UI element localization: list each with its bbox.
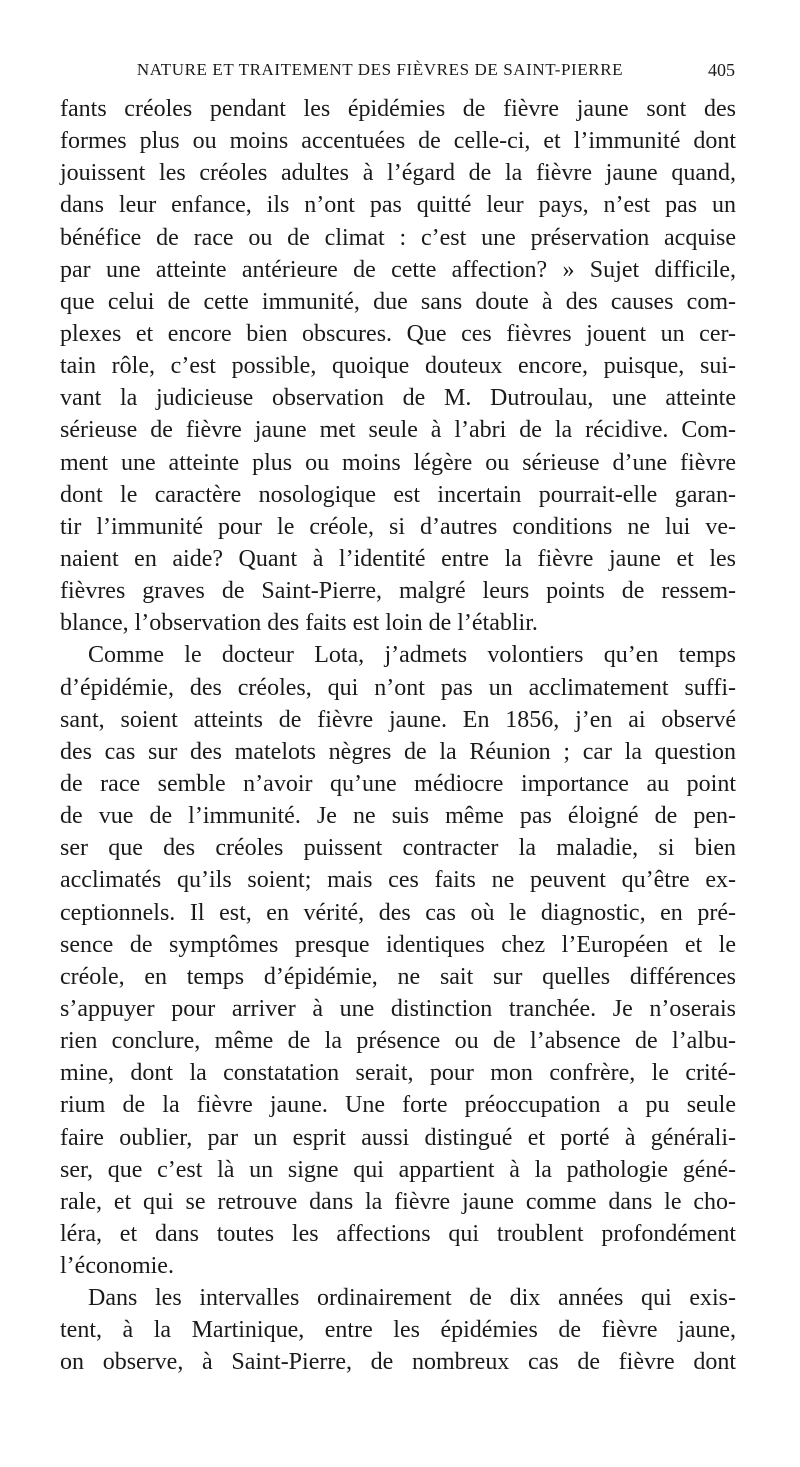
text-line: l’économie. <box>60 1253 174 1280</box>
text-line: tent, à la Martinique, entre les épidémies de fièvre jaune, <box>60 1317 736 1344</box>
body-text <box>60 93 736 1379</box>
text-line: mine, dont la constatation serait, pour mon confrère, le crité- <box>60 1060 736 1087</box>
text-line: d’épidémie, des créoles, qui n’ont pas un acclimatement suffi- <box>60 674 736 701</box>
text-line: sence de symptômes presque identiques chez l’Européen et le <box>60 931 736 958</box>
text-line: dans leur enfance, ils n’ont pas quitté leur pays, n’est pas un <box>60 192 736 219</box>
text-line: tir l’immunité pour le créole, si d’autres conditions ne lui ve- <box>60 513 736 540</box>
text-line: rium de la fièvre jaune. Une forte préoccupation a pu seule <box>60 1092 736 1119</box>
text-line: de vue de l’immunité. Je ne suis même pas éloigné de pen- <box>60 803 736 830</box>
text-line: on observe, à Saint-Pierre, de nombreux cas de fièvre dont <box>60 1349 736 1376</box>
text-line: créole, en temps d’épidémie, ne sait sur quelles différences <box>60 963 736 990</box>
text-line: formes plus ou moins accentuées de celle-ci, et l’immunité dont <box>60 128 736 155</box>
page-number: 405 <box>708 60 735 80</box>
text-line: plexes et encore bien obscures. Que ces fièvres jouent un cer- <box>60 320 736 347</box>
paragraph-first-line: Comme le docteur Lota, j’admets volontiers qu’en temps <box>88 642 736 669</box>
text-line: naient en aide? Quant à l’identité entre la fièvre jaune et les <box>60 545 736 572</box>
text-line: sérieuse de fièvre jaune met seule à l’abri de la récidive. Com- <box>60 417 736 444</box>
text-line: jouissent les créoles adultes à l’égard de la fièvre jaune quand, <box>60 160 736 187</box>
text-line: de race semble n’avoir qu’une médiocre importance au point <box>60 770 736 797</box>
text-line: que celui de cette immunité, due sans doute à des causes com- <box>60 288 736 315</box>
text-line: bénéfice de race ou de climat : c’est une préservation acquise <box>60 224 736 251</box>
text-line: fants créoles pendant les épidémies de fièvre jaune sont des <box>60 96 736 122</box>
text-line: par une atteinte antérieure de cette affection? » Sujet difficile, <box>60 256 736 283</box>
text-line: ceptionnels. Il est, en vérité, des cas où le diagnostic, en pré- <box>60 899 736 926</box>
page-header <box>100 60 740 90</box>
text-line: faire oublier, par un esprit aussi distingué et porté à générali- <box>60 1124 736 1151</box>
text-line: ment une atteinte plus ou moins légère ou sérieuse d’une fièvre <box>60 449 736 476</box>
text-line: rale, et qui se retrouve dans la fièvre jaune comme dans le cho- <box>60 1188 736 1215</box>
text-line: blance, l’observation des faits est loin de l’établir. <box>60 610 538 637</box>
text-line: rien conclure, même de la présence ou de l’absence de l’albu- <box>60 1028 736 1055</box>
text-line: ser que des créoles puissent contracter la maladie, si bien <box>60 835 736 862</box>
text-line: sant, soient atteints de fièvre jaune. En 1856, j’en ai observé <box>60 706 736 733</box>
text-line: dont le caractère nosologique est incertain pourrait-elle garan- <box>60 481 736 508</box>
text-line: tain rôle, c’est possible, quoique douteux encore, puisque, sui- <box>60 353 736 380</box>
text-line: fièvres graves de Saint-Pierre, malgré leurs points de ressem- <box>60 578 736 605</box>
text-line: des cas sur des matelots nègres de la Réunion ; car la question <box>60 738 736 765</box>
paragraph-first-line: Dans les intervalles ordinairement de dix années qui exis- <box>88 1285 736 1312</box>
text-line: ser, que c’est là un signe qui appartient à la pathologie géné- <box>60 1156 736 1183</box>
text-line: acclimatés qu’ils soient; mais ces faits ne peuvent qu’être ex- <box>60 867 736 894</box>
text-line: léra, et dans toutes les affections qui troublent profondément <box>60 1220 736 1247</box>
text-line: vant la judicieuse observation de M. Dutroulau, une atteinte <box>60 385 736 412</box>
running-title: NATURE ET TRAITEMENT DES FIÈVRES DE SAINT-PIERRE <box>136 60 624 79</box>
text-line: s’appuyer pour arriver à une distinction tranchée. Je n’oserais <box>60 995 736 1022</box>
